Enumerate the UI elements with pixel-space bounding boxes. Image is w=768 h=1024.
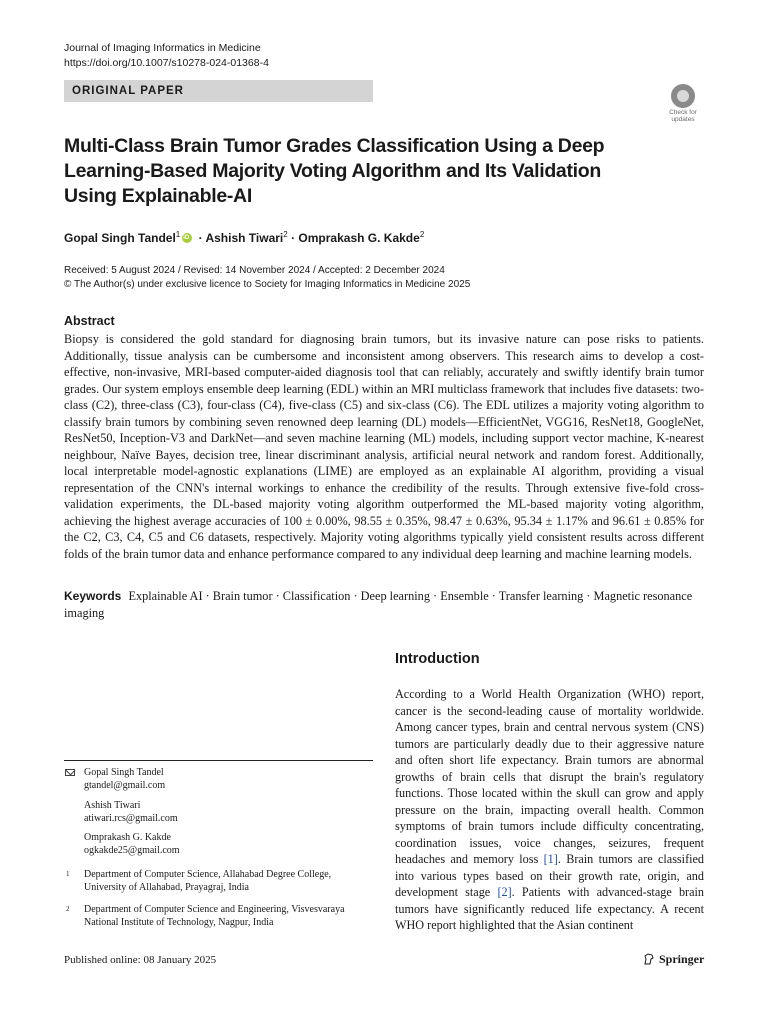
publisher-name: Springer <box>659 952 705 966</box>
intro-text-part: . Patients with advanced-stage brain tumors have significantly reduced life expectancy. A recent WHO report highlighted that the Asian continent <box>395 885 704 932</box>
author-list <box>64 227 424 246</box>
publisher-logo[interactable] <box>643 952 704 967</box>
journal-name: Journal of Imaging Informatics in Medicine <box>64 42 261 54</box>
article-history <box>64 264 470 292</box>
affiliation-number: 2 <box>66 905 70 913</box>
copyright-line: © The Author(s) under exclusive licence to Society for Imaging Informatics in Medicine 2025 <box>64 279 471 290</box>
article-type-bar <box>64 80 373 102</box>
contact-name: Omprakash G. Kakde <box>84 832 171 843</box>
author-separator: · <box>198 231 203 245</box>
envelope-icon <box>65 769 75 776</box>
published-online: Published online: 08 January 2025 <box>64 954 217 966</box>
author-affiliation-mark: 2 <box>419 230 425 239</box>
doi-link[interactable]: https://doi.org/10.1007/s10278-024-01368-4 <box>64 57 269 69</box>
orcid-icon[interactable] <box>182 233 192 243</box>
article-type-label: ORIGINAL PAPER <box>72 85 184 97</box>
history-dates: Received: 5 August 2024 / Revised: 14 November 2024 / Accepted: 2 December 2024 <box>64 265 445 276</box>
intro-text-part: . Brain tumors are classified into various types based on their growth rate, origin, and development stage <box>395 852 705 899</box>
contact <box>84 799 178 825</box>
check-for-updates-badge[interactable] <box>664 84 702 124</box>
author-name[interactable]: Gopal Singh Tandel <box>64 231 176 245</box>
author-affiliation-mark: 2 <box>283 230 288 239</box>
springer-horse-icon <box>643 953 655 965</box>
abstract-text: Biopsy is considered the gold standard for diagnosing brain tumors, but its invasive nature can pose risks to patients. Additionally, tissue analysis can be cumbersome and inconsistent among observers. This research aims to develop a cost-effective, non-invasive, MRI-based computer-aided diagnosis tool that can reliably, accurately and swiftly identify brain tumor grades. Our system employs ensemble deep learning (EDL) within an MRI multiclass framework that includes five datasets: two-class (C2), three-class (C3), four-class (C4), five-class (C5) and six-class (C6). The EDL utilizes a majority voting algorithm to classify brain tumors by combining seven renowned deep learning (DL) models—EfficientNet, VGG16, ResNet18, GoogleNet, ResNet50, Inception-V3 and DarkNet—and seven machine learning (ML) models, including support vector machine, K-nearest neighbour, Naïve Bayes, decision tree, linear discriminant analysis, artificial neural network and random forest. Additionally, local interpretable model-agnostic explanations (LIME) are employed as an explainable AI algorithm, providing a visual representation of the CNN's internal workings to enhance the credibility of the results. Through extensive five-fold cross-validation experiments, the DL-based majority voting algorithm outperformed the ML-based majority voting algorithm, achieving the highest average accuracies of 100 ± 0.00%, 98.55 ± 0.35%, 98.47 ± 0.63%, 95.34 ± 1.17% and 96.61 ± 0.85% for the C2, C3, C4, C5 and C6 datasets, respectively. Majority voting algorithms typically yield consistent results across different folds of the brain tumor data and enhance performance compared to any individual deep learning and machine learning models. <box>64 332 704 561</box>
affiliation-text: Department of Computer Science and Engineering, Visvesvaraya National Institute of Technology, Nagpur, India <box>84 904 345 928</box>
contact-name: Gopal Singh Tandel <box>84 767 164 778</box>
contact-name: Ashish Tiwari <box>84 800 141 811</box>
affiliation-number: 1 <box>66 870 70 878</box>
check-updates-icon <box>671 84 695 108</box>
keywords <box>64 588 704 621</box>
section-heading-introduction: Introduction <box>395 651 480 667</box>
keywords-label: Keywords <box>64 589 122 603</box>
citation-link[interactable]: [1] <box>543 852 558 866</box>
introduction-text <box>395 686 704 934</box>
contact-email[interactable]: ogkakde25@gmail.com <box>84 845 180 856</box>
author-name[interactable]: Ashish Tiwari <box>205 231 284 245</box>
contact-email[interactable]: atiwari.rcs@gmail.com <box>84 813 178 824</box>
journal-header <box>64 41 269 71</box>
contact-email[interactable]: gtandel@gmail.com <box>84 780 166 791</box>
check-updates-label: Check for updates <box>669 109 697 123</box>
abstract-heading: Abstract <box>64 314 115 328</box>
keywords-text: Explainable AI · Brain tumor · Classification · Deep learning · Ensemble · Transfer learning · Magnetic resonance imaging <box>64 589 693 620</box>
intro-text-part: According to a World Health Organization (WHO) report, cancer is the second-leading cause of mortality worldwide. Among cancer types, brain and central nervous system (CNS) tumors are particularly deadly due to their aggressive nature and often short life expectancy. Brain tumors are abnormal growths of brain cells that disrupt the brain's regulatory functions. Those located within the skull can grow and apply pressure on the brain, impacting overall health. Common symptoms of brain tumors include difficulty concentrating, coordination issues, voice changes, seizures, frequent headaches and memory loss <box>395 687 704 866</box>
citation-link[interactable]: [2] <box>497 885 512 899</box>
affiliation-text: Department of Computer Science, Allahabad Degree College, University of Allahabad, Prayagraj, India <box>84 869 332 893</box>
author-separator: · <box>291 231 296 245</box>
corresponding-contact <box>84 766 165 792</box>
contact <box>84 831 180 857</box>
author-name[interactable]: Omprakash G. Kakde <box>298 231 420 245</box>
paper-title: Multi-Class Brain Tumor Grades Classification Using a Deep Learning-Based Majority Voting Algorithm and Its Validation Using Explainable-AI <box>64 135 605 207</box>
footnote-divider <box>64 760 373 761</box>
author-affiliation-mark: 1 <box>175 230 181 239</box>
